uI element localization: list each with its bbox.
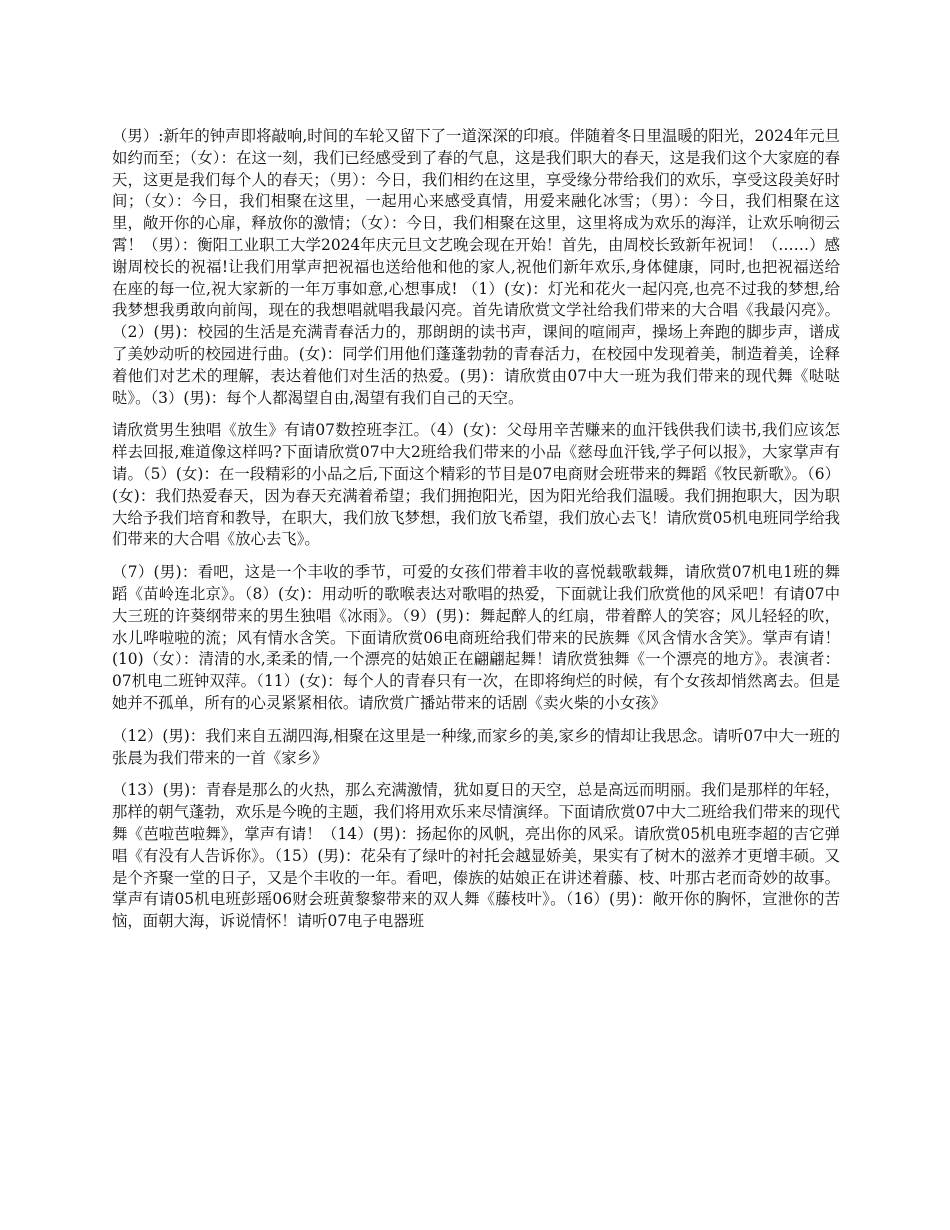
- paragraph-opening: （男）:新年的钟声即将敲响,时间的车轮又留下了一道深深的印痕。伴随着冬日里温暖的阳光，2024年元旦如约而至；（女）：在这一刻，我们已经感受到了春的气息，这是我们职大的春天，这是我们这个大家庭的春天，这更是我们每个人的春天；（男）：今日，我们相约在这里，享受缘分带给我们的欢乐，享受这段美好时间；（女）：今日，我们相聚在这里，一起用心来感受真情，用爱来融化冰雪；（男）：今日，我们相聚在这里，敞开你的心扉，释放你的激情；（女）：今日，我们相聚在这里，这里将成为欢乐的海洋，让欢乐响彻云霄！（男）：衡阳工业职工大学2024年庆元旦文艺晚会现在开始！首先，由周校长致新年祝词！（……）感谢周校长的祝福!让我们用掌声把祝福也送给他和他的家人,祝他们新年欢乐,身体健康，同时,也把祝福送给在座的每一位,祝大家新的一年万事如意,心想事成! （1）(女)：灯光和花火一起闪亮,也亮不过我的梦想,给我梦想我勇敢向前闯，现在的我想唱就唱我最闪亮。首先请欣赏文学社给我们带来的大合唱《我最闪亮》。（2）(男)：校园的生活是充满青春活力的，那朗朗的读书声，课间的喧闹声，操场上奔跑的脚步声，谱成了美妙动听的校园进行曲。(女)：同学们用他们蓬蓬勃勃的青春活力，在校园中发现着美，制造着美，诠释着他们对艺术的理解，表达着他们对生活的热爱。(男)：请欣赏由07中大一班为我们带来的现代舞《哒哒哒》。（3）(男)：每个人都渴望自由,渴望有我们自己的天空。: [112, 127, 840, 407]
- paragraph-spacer: [112, 715, 840, 726]
- paragraph-spacer: [112, 551, 840, 562]
- paragraph-program-12: （12）(男)：我们来自五湖四海,相聚在这里是一种缘,而家乡的美,家乡的情却让我思念。请听07中大一班的张晨为我们带来的一首《家乡》: [112, 726, 840, 767]
- paragraph-spacer: [112, 769, 840, 780]
- paragraph-programs-7-11: （7）(男)：看吧，这是一个丰收的季节，可爱的女孩们带着丰收的喜悦载歌载舞，请欣赏07机电1班的舞蹈《苗岭连北京》。（8）(女)：用动听的歌喉表达对歌唱的热爱，下面就让我们欣赏他的风采吧！有请07中大三班的许葵纲带来的男生独唱《冰雨》。（9）(男)：舞起醉人的红扇，带着醉人的笑容；风儿轻轻的吹，水儿哗啦啦的流；风有情水含笑。下面请欣赏06电商班给我们带来的民族舞《风含情水含笑》。掌声有请！(10)（女）：清清的水,柔柔的情,一个漂亮的姑娘正在翩翩起舞！请欣赏独舞《一个漂亮的地方》。表演者：07机电二班钟双萍。（11）(女)：每个人的青春只有一次，在即将绚烂的时候，有个女孩却悄然离去。但是她并不孤单，所有的心灵紧紧相依。请欣赏广播站带来的话剧《卖火柴的小女孩》: [112, 563, 840, 712]
- paragraph-programs-4-6: 请欣赏男生独唱《放生》有请07数控班李江。（4）(女)：父母用辛苦赚来的血汗钱供我们读书,我们应该怎样去回报,难道像这样吗?下面请欣赏07中大2班给我们带来的小品《慈母血汗钱,学子何以报》，大家掌声有请。（5）(女)：在一段精彩的小品之后,下面这个精彩的节目是07电商财会班带来的舞蹈《牧民新歌》。（6）(女)：我们热爱春天，因为春天充满着希望；我们拥抱阳光，因为阳光给我们温暖。我们拥抱职大，因为职大给予我们培育和教导，在职大，我们放飞梦想，我们放飞希望，我们放心去飞！请欣赏05机电班同学给我们带来的大合唱《放心去飞》。: [112, 421, 840, 549]
- document-body: [112, 126, 840, 933]
- paragraph-spacer: [112, 409, 840, 420]
- paragraph-programs-13-16: （13）(男)：青春是那么的火热，那么充满激情，犹如夏日的天空，总是高远而明丽。我们是那样的年轻，那样的朝气蓬勃，欢乐是今晚的主题，我们将用欢乐来尽情演绎。下面请欣赏07中大二班给我们带来的现代舞《芭啦芭啦舞》，掌声有请！（14）(男)：扬起你的风帆，亮出你的风采。请欣赏05机电班李超的吉它弹唱《有没有人告诉你》。（15）(男)：花朵有了绿叶的衬托会越显娇美，果实有了树木的滋养才更增丰硕。又是个齐聚一堂的日子，又是个丰收的一年。看吧，傣族的姑娘正在讲述着藤、枝、叶那古老而奇妙的故事。掌声有请05机电班彭瑶06财会班黄黎黎带来的双人舞《藤枝叶》。（16）(男)：敞开你的胸怀，宣泄你的苦恼，面朝大海，诉说情怀！请听07电子电器班: [112, 781, 840, 931]
